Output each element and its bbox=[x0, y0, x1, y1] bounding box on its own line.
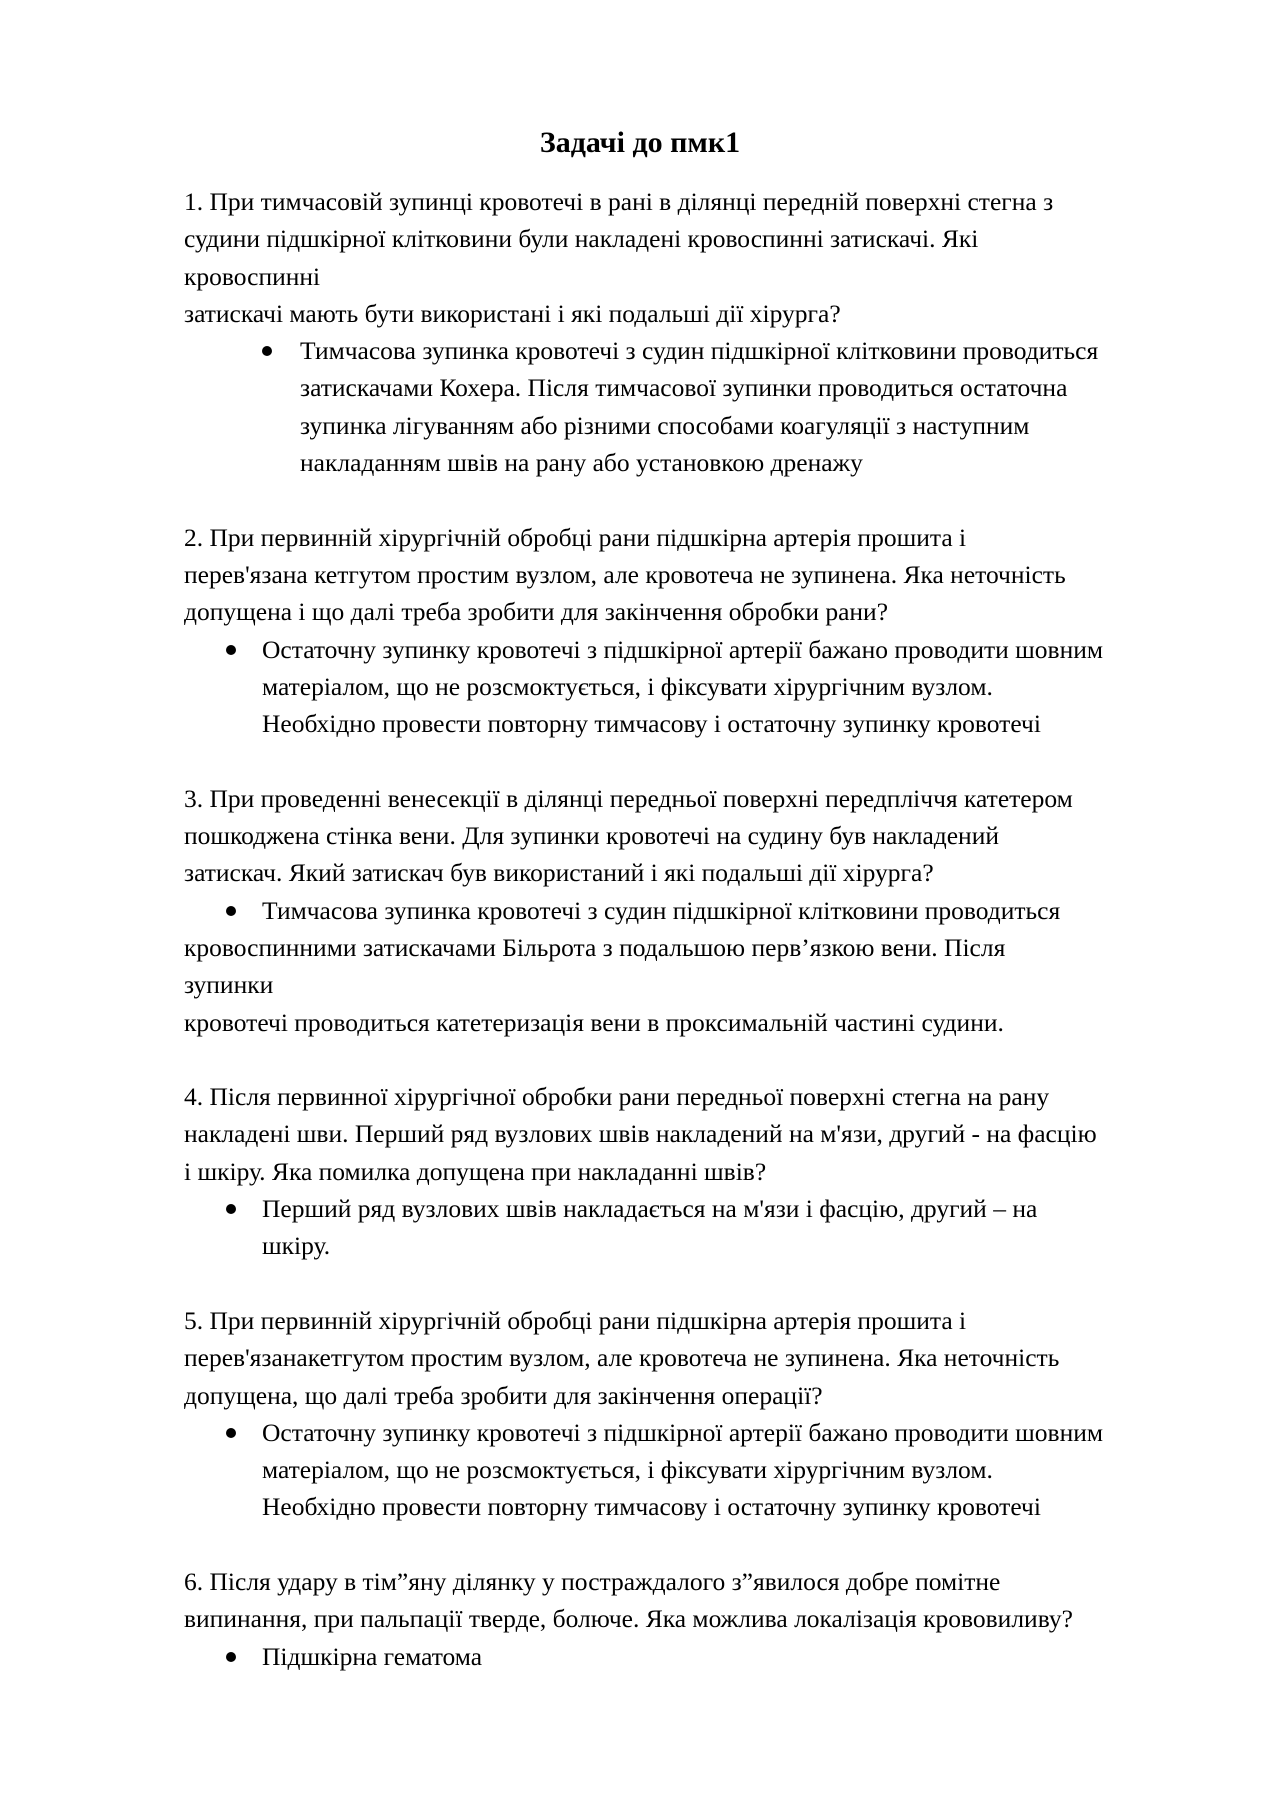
bullet-icon bbox=[226, 906, 236, 916]
task-2-question: 2. При первинній хірургічній обробці рани підшкірна артерія прошита і перев'язана кетгутом простим вузлом, але кровотеча не зупинена. Яка неточність допущена і що далі треба зробити для закінчення обробки рани? bbox=[184, 522, 1066, 627]
task-4 bbox=[184, 1078, 1264, 1264]
bullet-icon bbox=[226, 645, 236, 655]
bullet-icon bbox=[226, 1204, 236, 1214]
task-3-question: 3. При проведенні венесекції в ділянці передньої поверхні передпліччя катетером пошкоджена стінка вени. Для зупинки кровотечі на судину був накладений затискач. Який затискач був використаний і які подальші дії хірурга? bbox=[184, 783, 1073, 888]
task-5-question: 5. При первинній хірургічній обробці рани підшкірна артерія прошита і перев'язанакетгутом простим вузлом, але кровотеча не зупинена. Яка неточність допущена, що далі треба зробити для закінчення операції? bbox=[184, 1305, 1060, 1410]
bullet-icon bbox=[226, 1652, 236, 1662]
task-4-answer: Перший ряд вузлових швів накладається на м'язи і фасцію, другий – на шкіру. bbox=[184, 1190, 1264, 1265]
task-6-question: 6. Після удару в тім”яну ділянку у постраждалого з”явилося добре помітне випинання, при пальпації тверде, болюче. Яка можлива локалізація крововиливу? bbox=[184, 1566, 1073, 1634]
task-1-question: 1. При тимчасовій зупинці кровотечі в рані в ділянці передній поверхні стегна з судини підшкірної клітковини були накладені кровоспинні затискачі. Які кровоспинні затискачі мають бути використані і які подальші дії хірурга? bbox=[184, 187, 1054, 328]
task-5 bbox=[184, 1302, 1264, 1526]
page-title: Задачі до пмк1 bbox=[539, 126, 741, 159]
document-body bbox=[184, 183, 1264, 1675]
task-2-answer: Остаточну зупинку кровотечі з підшкірної артерії бажано проводити шовним матеріалом, що не розсмоктується, і фіксувати хірургічним вузлом. Необхідно провести повторну тимчасову і остаточну зупинку кровотечі bbox=[184, 631, 1264, 743]
task-6-answer: Підшкірна гематома bbox=[184, 1638, 1264, 1675]
task-4-question: 4. Після первинної хірургічної обробки рани передньої поверхні стегна на рану накладені шви. Перший ряд вузлових швів накладений на м'язи, другий - на фасцію і шкіру. Яка помилка допущена при накладанні швів? bbox=[184, 1082, 1097, 1186]
bullet-icon bbox=[262, 346, 272, 356]
task-3 bbox=[184, 780, 1264, 1041]
task-1 bbox=[184, 183, 1264, 481]
task-2 bbox=[184, 519, 1264, 743]
task-5-answer: Остаточну зупинку кровотечі з підшкірної артерії бажано проводити шовним матеріалом, що не розсмоктується, і фіксувати хірургічним вузлом. Необхідно провести повторну тимчасову і остаточну зупинку кровотечі bbox=[184, 1414, 1264, 1526]
task-3-answer: Тимчасова зупинка кровотечі з судин підшкірної клітковини проводиться кровоспинними затискачами Більрота з подальшою перв’язкою вени. Після зупинки кровотечі проводиться катетеризація вени в проксимальній частині судини. bbox=[184, 895, 1061, 1037]
task-1-answer: Тимчасова зупинка кровотечі з судин підшкірної клітковини проводиться затискачами Кохера. Після тимчасової зупинки проводиться остаточна зупинка лігуванням або різними способами коагуляції з наступним накладанням швів на рану або установкою дренажу bbox=[184, 332, 1264, 481]
bullet-icon bbox=[226, 1428, 236, 1438]
task-6 bbox=[184, 1563, 1264, 1675]
